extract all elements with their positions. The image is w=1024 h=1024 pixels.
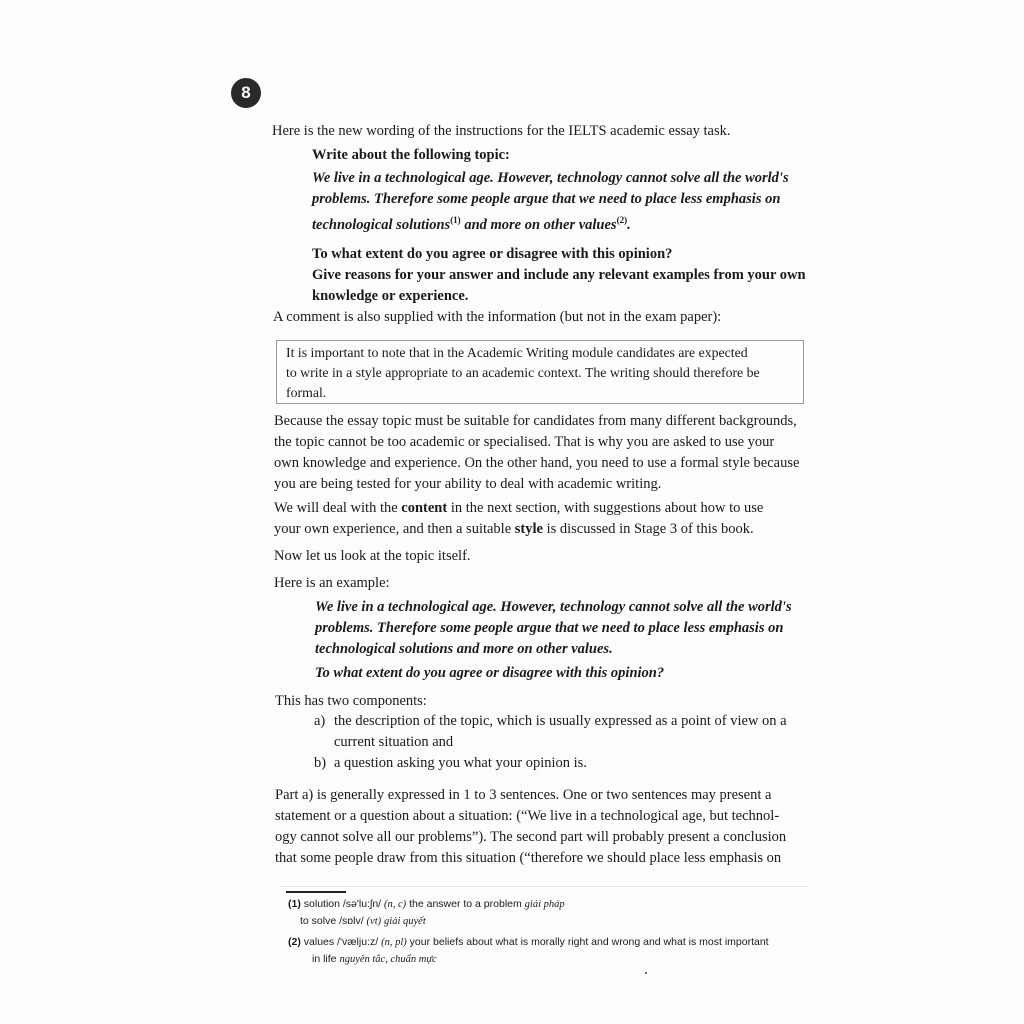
components-intro: This has two components: — [275, 693, 427, 709]
section-number-badge: 8 — [231, 78, 261, 108]
task-topic: We live in a technological age. However, technology cannot solve all the world's problems. Therefore some people argue that we need to place less emphasis on technological solutions$^{(1)}$ and more on other values$^{(2)}$. — [312, 170, 789, 233]
footnote-1: (1) solution /sə'lu:ʃn/ (n, c) the answer to a problem giải pháp to solve /sɒlv/ (vt) giải quyết — [288, 898, 565, 927]
footnote-ref-2: (2) — [616, 215, 628, 225]
example-intro: Here is an example: — [274, 575, 390, 591]
intro-paragraph: Here is the new wording of the instructions for the IELTS academic essay task. — [272, 123, 731, 139]
background-paragraph: Because the essay topic must be suitable for candidates from many different backgrounds, the topic cannot be too academic or specialised. That is why you are asked to use your own knowledge and experience. On the other hand, you need to use a formal style because you are being tested for your ability to deal with academic writing. — [274, 413, 800, 492]
style-keyword: style — [514, 521, 543, 537]
task-block — [312, 145, 806, 307]
content-style-paragraph: We will deal with the content in the next section, with suggestions about how to use your own experience, and then a suitable style is discussed in Stage 3 of this book. — [274, 500, 764, 537]
comment-intro: A comment is also supplied with the information (but not in the exam paper): — [273, 309, 722, 325]
components-list — [314, 711, 787, 774]
scan-speck — [645, 972, 647, 974]
footnote-separator — [280, 886, 808, 887]
task-instructions: Give reasons for your answer and include any relevant examples from your own knowledge or experience. — [312, 266, 806, 304]
footnote-2: (2) values /'vælju:z/ (n, pl) your beliefs about what is morally right and wrong and what is most important in life nguyên tắc, chuẩn mực — [288, 936, 769, 965]
footnote-rule — [286, 891, 346, 893]
task-heading: Write about the following topic: — [312, 147, 510, 163]
topic-paragraph: Now let us look at the topic itself. — [274, 548, 471, 564]
component-item-a: a) the description of the topic, which is usually expressed as a point of view on a current situation and — [314, 713, 787, 750]
component-item-b: b) a question asking you what your opinion is. — [314, 755, 587, 771]
content-keyword: content — [401, 500, 448, 516]
comment-box: It is important to note that in the Academic Writing module candidates are expected to write in a style appropriate to an academic context. The writing should therefore be formal. — [276, 340, 804, 404]
example-block: We live in a technological age. However, technology cannot solve all the world's problems. Therefore some people argue that we need to place less emphasis on technological solutions and more on other values. To what extent do you agree or disagree with this opinion? — [315, 599, 792, 681]
part-a-paragraph: Part a) is generally expressed in 1 to 3 sentences. One or two sentences may present a statement or a question about a situation: (“We live in a technological age, but technol- ogy cannot solve all our problems”). The second part will probably present a conclusion that some people draw from this situation (“therefore we should place less emphasis on — [275, 787, 787, 866]
footnote-ref-1: (1) — [450, 215, 461, 225]
footnotes — [288, 896, 769, 968]
task-question: To what extent do you agree or disagree with this opinion? — [312, 245, 673, 262]
